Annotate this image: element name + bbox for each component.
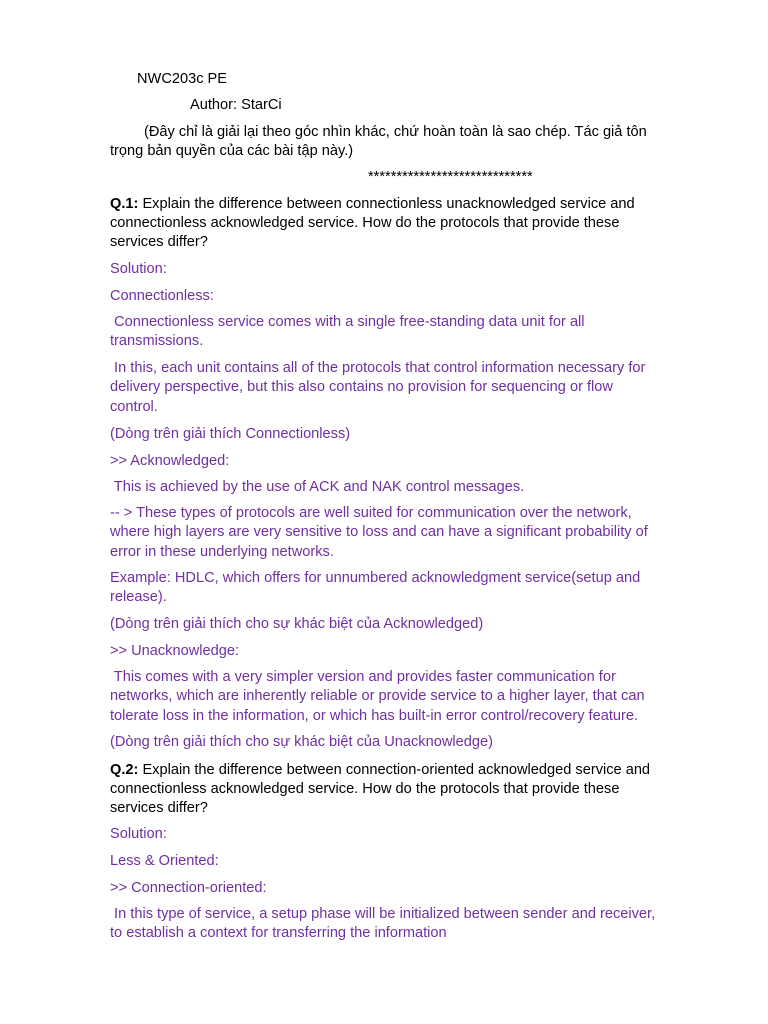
- q1-p3: This is achieved by the use of ACK and NAK control messages.: [110, 479, 525, 495]
- q2-question-line-2: connectionless acknowledged service. How do the protocols that provide these: [110, 781, 620, 797]
- q1-p6-line-1: This comes with a very simpler version and provides faster communication for: [110, 669, 616, 685]
- disclaimer-line-2: trọng bản quyền của các bài tập này.): [110, 143, 354, 159]
- q1-note-1: (Dòng trên giải thích Connectionless): [110, 426, 351, 442]
- q1-note-2: (Dòng trên giải thích cho sự khác biệt của Acknowledged): [110, 616, 484, 632]
- q1-p1-line-2: transmissions.: [110, 333, 204, 349]
- q2-question-text-1: Explain the difference between connection-oriented acknowledged service and: [138, 762, 651, 778]
- q1-question-line-2: connectionless acknowledged service. How do the protocols that provide these: [110, 215, 620, 231]
- q1-p6-line-2: networks, which are inherently reliable or provide service to a higher layer, that can: [110, 688, 645, 704]
- q1-p4-line-1: -- > These types of protocols are well suited for communication over the network,: [110, 505, 632, 521]
- q1-p4-line-3: error in these underlying networks.: [110, 544, 334, 560]
- q1-note-3: (Dòng trên giải thích cho sự khác biệt của Unacknowledge): [110, 734, 493, 750]
- q1-p5-line-1: Example: HDLC, which offers for unnumbered acknowledgment service(setup and: [110, 570, 641, 586]
- q2-less-oriented-heading: Less & Oriented:: [110, 853, 219, 869]
- q1-ack-heading: >> Acknowledged:: [110, 453, 230, 469]
- document-title: NWC203c PE: [137, 71, 228, 87]
- q1-p2-line-2: delivery perspective, but this also contains no provision for sequencing or flow: [110, 379, 613, 395]
- separator: *****************************: [368, 169, 533, 185]
- q2-solution-label: Solution:: [110, 826, 167, 842]
- q1-unack-heading: >> Unacknowledge:: [110, 643, 239, 659]
- q1-p2-line-1: In this, each unit contains all of the protocols that control information necessary for: [110, 360, 646, 376]
- q2-label: Q.2:: [110, 762, 139, 778]
- q2-p1-line-2: to establish a context for transferring the information: [110, 925, 447, 941]
- q1-p1-line-1: Connectionless service comes with a single free-standing data unit for all: [110, 314, 585, 330]
- q1-connectionless-heading: Connectionless:: [110, 288, 214, 304]
- q2-connection-oriented-heading: >> Connection-oriented:: [110, 880, 267, 896]
- q1-p6-line-3: tolerate loss in the information, or which has built-in error control/recovery feature.: [110, 708, 639, 724]
- q1-question-line-3: services differ?: [110, 234, 208, 250]
- q1-p4-line-2: where high layers are very sensitive to loss and can have a significant probability of: [110, 524, 648, 540]
- q2-question-line-1: [110, 761, 650, 780]
- q1-label: Q.1:: [110, 196, 139, 212]
- disclaimer-line-1: (Đây chỉ là giải lại theo góc nhìn khác, chứ hoàn toàn là sao chép. Tác giả tôn: [144, 124, 647, 140]
- q1-question-line-1: [110, 195, 635, 214]
- author-line: Author: StarCi: [190, 97, 282, 113]
- q2-question-line-3: services differ?: [110, 800, 208, 816]
- q1-p2-line-3: control.: [110, 399, 158, 415]
- q2-p1-line-1: In this type of service, a setup phase will be initialized between sender and receiver,: [110, 906, 656, 922]
- q1-p5-line-2: release).: [110, 589, 167, 605]
- q1-question-text-1: Explain the difference between connectionless unacknowledged service and: [138, 196, 635, 212]
- q1-solution-label: Solution:: [110, 261, 167, 277]
